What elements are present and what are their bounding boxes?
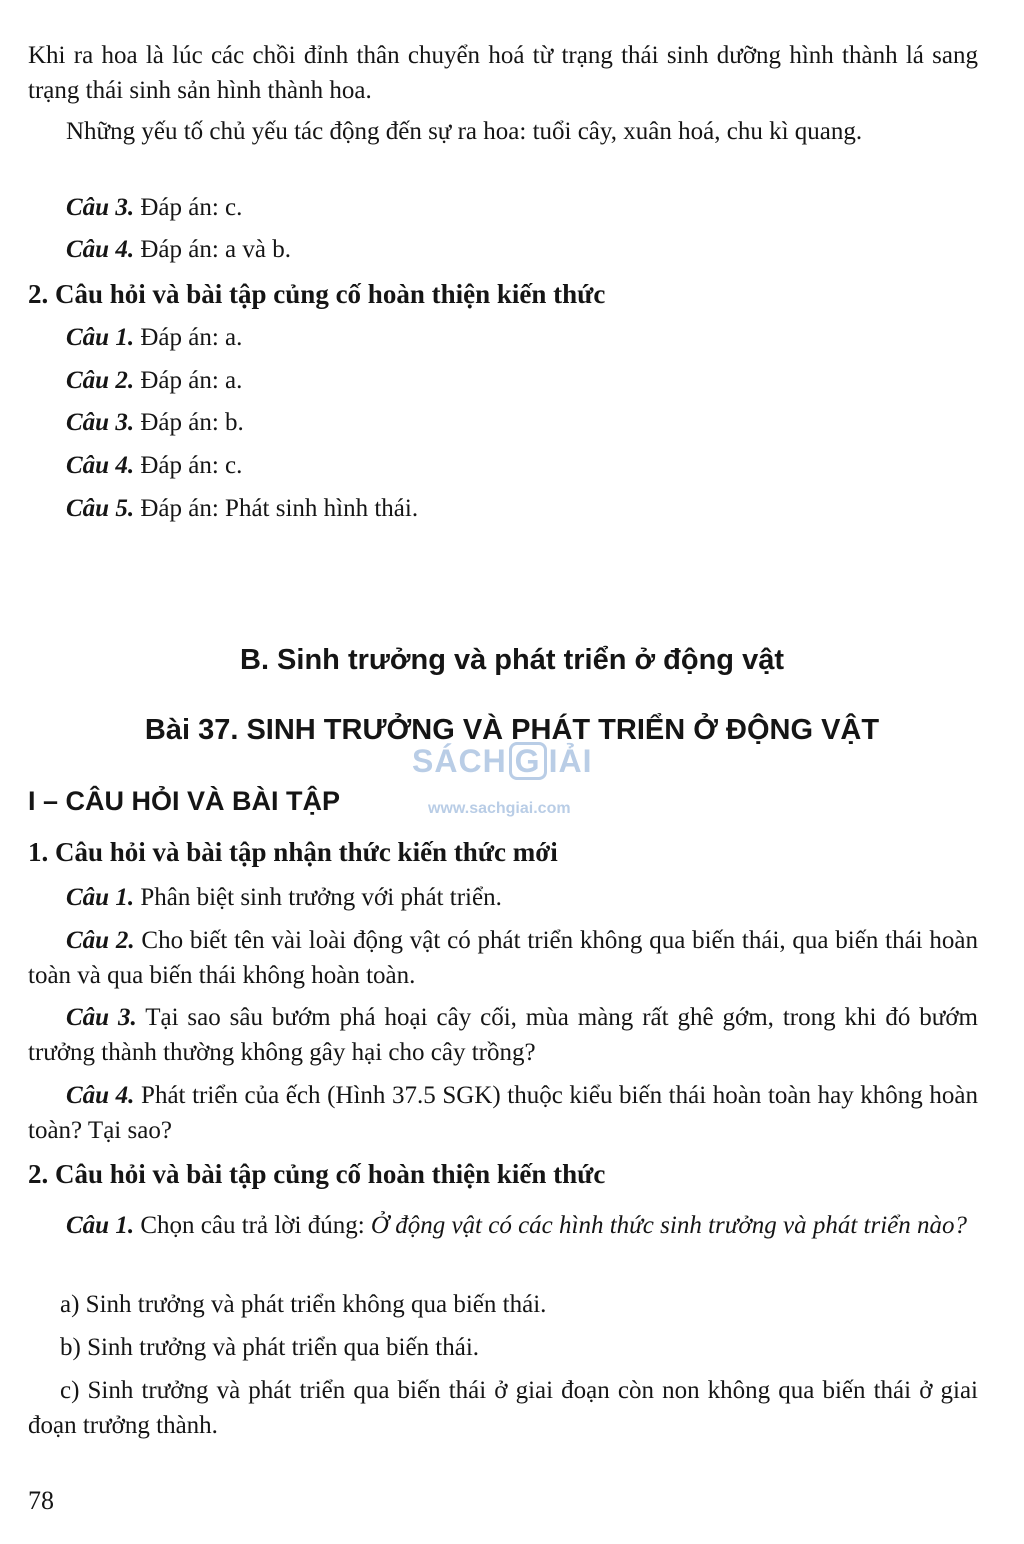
answer-line bbox=[66, 405, 244, 440]
paragraph-flowering-definition: Khi ra hoa là lúc các chồi đỉnh thân chuyển hoá từ trạng thái sinh dưỡng hình thành lá sang trạng thái sinh sản hình thành hoa. bbox=[28, 42, 978, 104]
answer-line bbox=[66, 190, 242, 225]
answer-text: Đáp án: Phát sinh hình thái. bbox=[134, 495, 419, 522]
answer-text: Đáp án: a. bbox=[134, 367, 243, 394]
answer-line bbox=[66, 320, 242, 355]
question-label: Câu 3. bbox=[66, 194, 135, 221]
lesson-title: Bài 37. SINH TRƯỞNG VÀ PHÁT TRIỂN Ở ĐỘNG VẬT bbox=[144, 714, 880, 746]
answer-option-a: a) Sinh trưởng và phát triển không qua biến thái. bbox=[60, 1291, 547, 1318]
question-label: Câu 2. bbox=[66, 927, 135, 954]
question-label: Câu 4. bbox=[66, 1082, 135, 1109]
answer-text: Đáp án: c. bbox=[134, 452, 243, 479]
question-label: Câu 1. bbox=[66, 884, 135, 911]
question-paragraph bbox=[28, 923, 978, 993]
question-text: Tại sao sâu bướm phá hoại cây cối, mùa màng rất ghê gớm, trong khi đó bướm trưởng thành thường không gây hại cho cây trồng? bbox=[28, 1004, 978, 1066]
question-label: Câu 2. bbox=[66, 367, 135, 394]
answer-line bbox=[66, 232, 291, 267]
answer-option-c: c) Sinh trưởng và phát triển qua biến thái ở giai đoạn còn non không qua biến thái ở giai đoạn trưởng thành. bbox=[28, 1377, 978, 1439]
part-b-title: B. Sinh trưởng và phát triển ở động vật bbox=[240, 644, 784, 676]
answer-text: Đáp án: a. bbox=[134, 324, 243, 351]
question-paragraph bbox=[28, 1078, 978, 1148]
answer-text: Đáp án: a và b. bbox=[134, 236, 291, 263]
question-paragraph bbox=[28, 1000, 978, 1070]
question-label: Câu 3. bbox=[66, 409, 135, 436]
question-paragraph bbox=[28, 880, 978, 915]
sachgiai-watermark-logo: SÁCH G IẢI bbox=[412, 743, 593, 779]
page-number: 78 bbox=[28, 1486, 54, 1515]
question-text: Ở động vật có các hình thức sinh trưởng và phát triển nào? bbox=[370, 1212, 967, 1239]
question-paragraph bbox=[28, 1208, 978, 1243]
answer-text: Đáp án: c. bbox=[134, 194, 243, 221]
section-heading-consolidation: 2. Câu hỏi và bài tập củng cố hoàn thiện kiến thức bbox=[28, 1159, 606, 1189]
section-i-heading: I – CÂU HỎI VÀ BÀI TẬP bbox=[28, 786, 341, 816]
answer-line bbox=[66, 491, 418, 526]
question-text: Cho biết tên vài loài động vật có phát triển không qua biến thái, qua biến thái hoàn toàn và qua biến thái không hoàn toàn. bbox=[28, 927, 978, 989]
question-label: Câu 1. bbox=[66, 1212, 135, 1239]
question-text: Phân biệt sinh trưởng với phát triển. bbox=[134, 884, 502, 911]
answer-option-b: b) Sinh trưởng và phát triển qua biến thái. bbox=[60, 1334, 480, 1361]
question-label: Câu 5. bbox=[66, 495, 135, 522]
section-heading-new-knowledge: 1. Câu hỏi và bài tập nhận thức kiến thức mới bbox=[28, 837, 558, 867]
question-prefix: Chọn câu trả lời đúng: bbox=[134, 1212, 371, 1239]
question-text: Phát triển của ếch (Hình 37.5 SGK) thuộc kiểu biến thái hoàn toàn hay không hoàn toàn? Tại sao? bbox=[28, 1082, 978, 1144]
answer-line bbox=[66, 448, 242, 483]
section-heading-consolidation: 2. Câu hỏi và bài tập củng cố hoàn thiện kiến thức bbox=[28, 279, 606, 309]
answer-text: Đáp án: b. bbox=[134, 409, 244, 436]
question-label: Câu 3. bbox=[66, 1004, 137, 1031]
question-label: Câu 4. bbox=[66, 236, 135, 263]
question-label: Câu 4. bbox=[66, 452, 135, 479]
watermark-url: www.sachgiai.com bbox=[428, 800, 571, 817]
question-label: Câu 1. bbox=[66, 324, 135, 351]
answer-line bbox=[66, 363, 242, 398]
paragraph-flowering-factors: Những yếu tố chủ yếu tác động đến sự ra hoa: tuổi cây, xuân hoá, chu kì quang. bbox=[66, 118, 863, 145]
